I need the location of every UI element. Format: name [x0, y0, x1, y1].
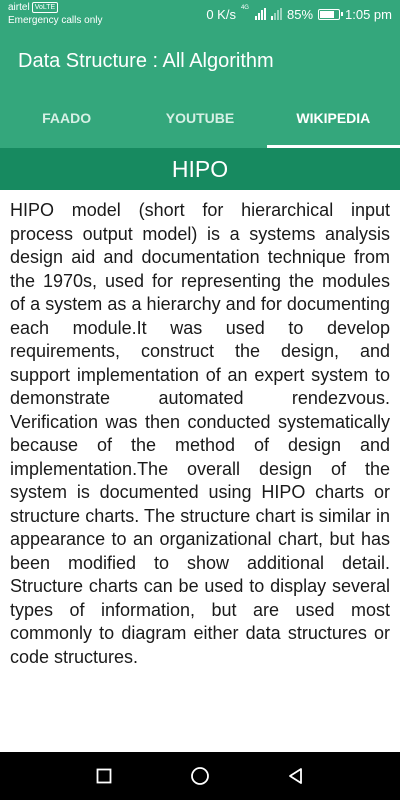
volte-badge: VoLTE: [32, 2, 59, 13]
battery-icon: [318, 9, 340, 20]
section-title: HIPO: [0, 148, 400, 190]
circle-home-icon[interactable]: [188, 764, 212, 788]
carrier-name: airtel: [8, 2, 30, 13]
status-bar: [0, 0, 400, 36]
signal-icon-secondary: [271, 8, 282, 20]
status-indicators: [206, 5, 392, 23]
clock: 1:05 pm: [345, 6, 392, 22]
app-bar: [0, 36, 400, 88]
system-nav-bar: [0, 752, 400, 800]
carrier-label: [8, 2, 58, 14]
emergency-calls-text: Emergency calls only: [8, 15, 103, 26]
battery-percent: 85%: [286, 6, 314, 22]
tab-youtube[interactable]: YOUTUBE: [165, 110, 235, 126]
triangle-back-icon[interactable]: [284, 764, 308, 788]
tab-bar: [0, 88, 400, 148]
network-type: 4G: [240, 5, 249, 11]
app-title: Data Structure : All Algorithm: [18, 50, 274, 72]
signal-icon: [255, 8, 266, 20]
data-speed: 0 K/s: [206, 6, 236, 22]
square-recents-icon[interactable]: [92, 764, 116, 788]
article-body: HIPO model (short for hierarchical input process output model) is a systems analysis design aid and documentation technique from the 1970s, used for representing the modules of a system as a hierarchy and for documenting each module.It was used to develop requirements, construct the design, and support implementation of an expert system to demonstrate automated rendezvous. Verification was then conducted systematically because of the method of design and implementation.The overall design of the system is documented using HIPO charts or structure charts. The structure chart is similar in appearance to an organizational chart, but has been modified to show additional detail. Structure charts can be used to display several types of information, but are used most commonly to diagram either data structures or code structures.: [10, 200, 390, 667]
tab-wikipedia[interactable]: WIKIPEDIA: [267, 88, 400, 148]
tab-faado[interactable]: FAADO: [42, 110, 92, 126]
